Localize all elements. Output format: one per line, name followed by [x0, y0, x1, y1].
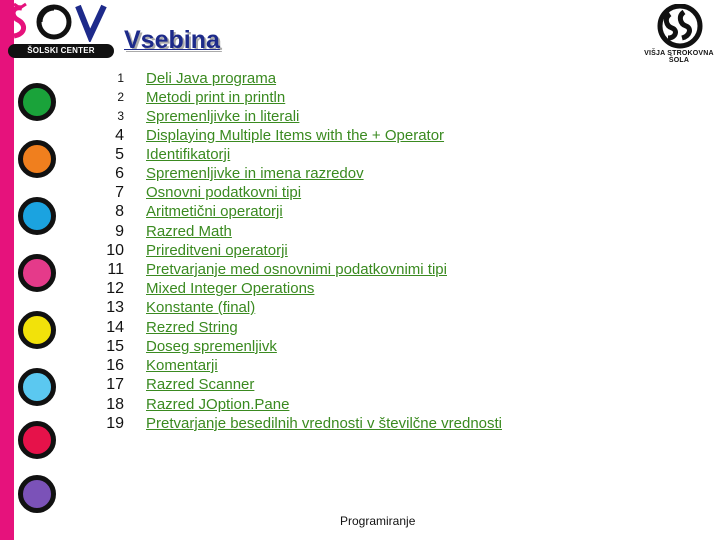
- decor-dot-pink: [18, 254, 56, 292]
- item-number: 14: [106, 319, 124, 336]
- toc-link[interactable]: Doseg spremenljivk: [146, 338, 277, 355]
- vss-logo-icon: [640, 4, 718, 50]
- toc-link[interactable]: Pretvarjanje med osnovnimi podatkovnimi tipi: [146, 261, 447, 278]
- toc-link[interactable]: Metodi print in println: [146, 89, 286, 106]
- toc-link[interactable]: Razred JOption.Pane: [146, 396, 290, 413]
- toc-link[interactable]: Aritmetični operatorji: [146, 203, 283, 220]
- college-logo: [640, 4, 718, 62]
- item-number: 16: [106, 357, 124, 374]
- decor-dot-purple: [18, 475, 56, 513]
- item-number: 18: [106, 396, 124, 413]
- decor-dot-red: [18, 421, 56, 459]
- scv-logo-icon: [6, 2, 114, 42]
- toc-link[interactable]: Razred Scanner: [146, 376, 255, 393]
- toc-link[interactable]: Razred Math: [146, 223, 232, 240]
- toc-link[interactable]: Spremenljivke in literali: [146, 108, 300, 125]
- toc-link[interactable]: Rezred String: [146, 319, 238, 336]
- item-number: 9: [115, 223, 124, 240]
- toc-link[interactable]: Spremenljivke in imena razredov: [146, 165, 364, 182]
- item-number: 10: [106, 242, 124, 259]
- school-logo: [6, 2, 114, 69]
- item-number: 1: [117, 71, 124, 85]
- decor-dot-blue: [18, 197, 56, 235]
- item-number: 2: [117, 90, 124, 104]
- toc-link[interactable]: Osnovni podatkovni tipi: [146, 184, 302, 201]
- decor-dot-yellow: [18, 311, 56, 349]
- item-number: 3: [117, 109, 124, 123]
- toc-link[interactable]: Deli Java programa: [146, 70, 277, 87]
- toc-link[interactable]: Identifikatorji: [146, 146, 231, 163]
- page-title: Vsebina: [124, 26, 220, 54]
- item-number: 15: [106, 338, 124, 355]
- footer-label: Programiranje: [340, 514, 416, 528]
- item-number: 11: [107, 261, 124, 278]
- item-number: 4: [115, 127, 124, 144]
- toc-link[interactable]: Displaying Multiple Items with the + Operator: [146, 127, 445, 144]
- school-logo-text: ŠOLSKI CENTER VELENJE: [8, 44, 114, 58]
- toc-link[interactable]: Pretvarjanje besedilnih vrednosti v številčne vrednosti: [146, 415, 503, 432]
- item-number: 7: [115, 184, 124, 201]
- decor-dot-orange: [18, 140, 56, 178]
- college-logo-text: VIŠJA STROKOVNA ŠOLA: [644, 50, 714, 64]
- decor-dot-green: [18, 83, 56, 121]
- toc-link[interactable]: Prireditveni operatorji: [146, 242, 288, 259]
- item-number: 17: [106, 376, 124, 393]
- item-number: 6: [115, 165, 124, 182]
- toc-link[interactable]: Komentarji: [146, 357, 218, 374]
- side-stripe: [0, 0, 14, 540]
- item-number: 12: [106, 280, 124, 297]
- decor-dot-lightblue: [18, 368, 56, 406]
- item-number: 5: [115, 146, 124, 163]
- item-number: 13: [106, 299, 124, 316]
- item-number: 8: [115, 203, 124, 220]
- toc-link[interactable]: Mixed Integer Operations: [146, 280, 315, 297]
- toc-link[interactable]: Konstante (final): [146, 299, 256, 316]
- item-number: 19: [106, 415, 124, 432]
